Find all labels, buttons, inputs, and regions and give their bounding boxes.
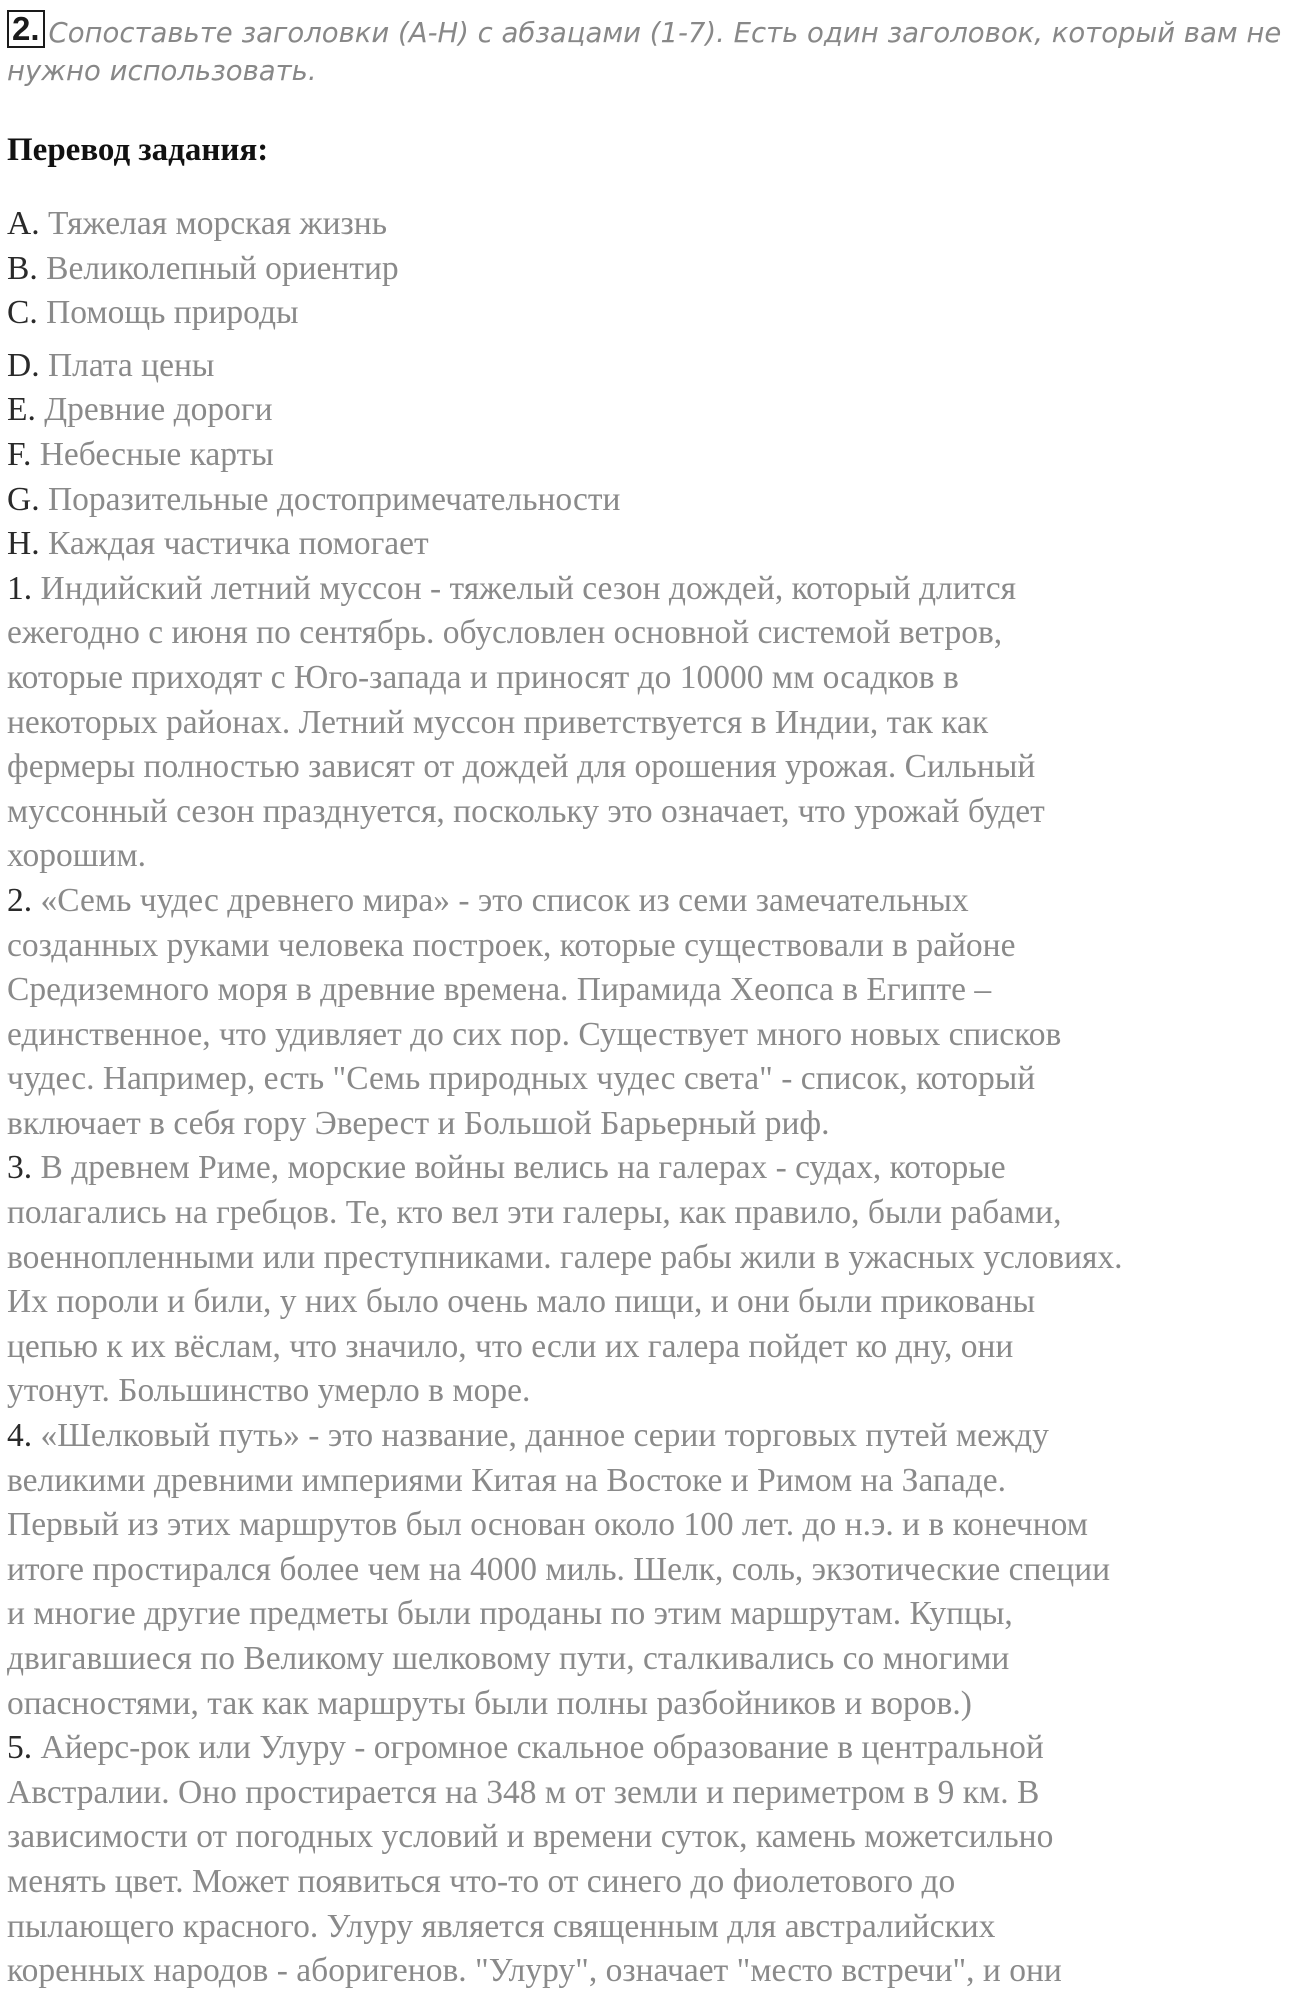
- paragraph-text: В древнем Риме, морские войны велись на галерах - судах, которые: [40, 1149, 1006, 1187]
- paragraph-text: единственное, что удивляет до сих пор. Существует много новых списков: [7, 1015, 1062, 1053]
- paragraph-text: итоге простирался более чем на 4000 миль. Шелк, соль, экзотические специи: [7, 1550, 1111, 1588]
- heading-text: Великолепный ориентир: [46, 249, 399, 287]
- heading-letter: E.: [7, 391, 36, 429]
- paragraph-text: коренных народов - аборигенов. "Улуру", означает "место встречи", и они: [7, 1952, 1062, 1990]
- paragraph-text: Индийский летний муссон - тяжелый сезон дождей, который длится: [40, 569, 1017, 607]
- paragraph-line: [7, 1949, 1297, 1994]
- paragraph-text: которые приходят с Юго-запада и приносят до 10000 мм осадков в: [7, 658, 959, 696]
- paragraph-text: Австралии. Оно простирается на 348 м от земли и периметром в 9 км. В: [7, 1773, 1040, 1811]
- translation-body: [7, 202, 1297, 1994]
- paragraph-line: [7, 834, 1297, 879]
- paragraph-line: [7, 1146, 1297, 1191]
- paragraph-line: [7, 1459, 1297, 1504]
- heading-text: Каждая частичка помогает: [47, 525, 429, 563]
- heading-item: [7, 388, 1297, 433]
- paragraph-line: [7, 1905, 1297, 1950]
- paragraph-number: 1.: [7, 569, 33, 607]
- heading-text: Поразительные достопримечательности: [47, 480, 621, 518]
- paragraph-line: [7, 1013, 1297, 1058]
- heading-letter: C.: [7, 294, 38, 332]
- paragraph-line: [7, 745, 1297, 790]
- translation-heading: Перевод задания:: [7, 132, 269, 168]
- heading-text: Небесные карты: [39, 435, 274, 473]
- heading-letter: B.: [7, 249, 38, 287]
- heading-item: [7, 202, 1297, 247]
- paragraph-line: [7, 1280, 1297, 1325]
- paragraph-line: [7, 656, 1297, 701]
- paragraph-line: [7, 1503, 1297, 1548]
- paragraph-text: военнопленными или преступниками. галере рабы жили в ужасных условиях.: [7, 1238, 1123, 1276]
- document-page: [7, 10, 1297, 1994]
- paragraph-number: 3.: [7, 1149, 33, 1187]
- paragraph-text: менять цвет. Может появиться что-то от синего до фиолетового до: [7, 1862, 956, 1900]
- paragraph-text: Первый из этих маршрутов был основан около 100 лет. до н.э. и в конечном: [7, 1506, 1088, 1544]
- paragraph-text: цепью к их вёслам, что значило, что если их галера пойдет ко дну, они: [7, 1327, 1014, 1365]
- paragraph-number: 2.: [7, 881, 33, 919]
- paragraph-line: [7, 1548, 1297, 1593]
- heading-letter: D.: [7, 346, 40, 384]
- paragraph-line: [7, 1771, 1297, 1816]
- paragraph-line: [7, 879, 1297, 924]
- heading-letter: A.: [7, 205, 40, 242]
- paragraph-line: [7, 611, 1297, 656]
- paragraph-text: Айерс-рок или Улуру - огромное скальное образование в центральной: [40, 1729, 1044, 1767]
- paragraph-text: великими древними империями Китая на Востоке и Римом на Западе.: [7, 1461, 1006, 1499]
- paragraph-line: [7, 1325, 1297, 1370]
- heading-item: [7, 344, 1297, 389]
- paragraph-line: [7, 567, 1297, 612]
- paragraph-text: некоторых районах. Летний муссон приветствуется в Индии, так как: [7, 703, 989, 741]
- heading-text: Помощь природы: [46, 294, 299, 332]
- paragraph-text: «Семь чудес древнего мира» - это список из семи замечательных: [40, 881, 969, 919]
- task-number: 2.: [7, 10, 45, 48]
- heading-text: Древние дороги: [44, 391, 273, 429]
- heading-item: [7, 478, 1297, 523]
- paragraph-text: зависимости от погодных условий и времени суток, камень можетсильно: [7, 1818, 1054, 1856]
- paragraph-text: муссонный сезон празднуется, поскольку это означает, что урожай будет: [7, 792, 1045, 830]
- paragraph-text: созданных руками человека построек, которые существовали в районе: [7, 926, 1016, 964]
- paragraph-text: хорошим.: [7, 837, 147, 875]
- paragraph-line: [7, 1414, 1297, 1459]
- paragraph-line: [7, 1102, 1297, 1147]
- heading-item: [7, 522, 1297, 567]
- paragraph-text: пылающего красного. Улуру является священным для австралийских: [7, 1907, 996, 1945]
- paragraph-text: фермеры полностью зависят от дождей для орошения урожая. Сильный: [7, 748, 1036, 786]
- paragraph-line: [7, 1057, 1297, 1102]
- paragraph-text: опасностями, так как маршруты были полны разбойников и воров.): [7, 1684, 972, 1722]
- paragraph-line: [7, 1236, 1297, 1281]
- heading-letter: H.: [7, 525, 40, 563]
- paragraph-text: чудес. Например, есть "Семь природных чудес света" - список, который: [7, 1060, 1036, 1098]
- heading-letter: F.: [7, 435, 32, 473]
- task-instruction-text: Сопоставьте заголовки (A-H) с абзацами (1-7). Есть один заголовок, который вам не нужно использовать.: [7, 17, 1282, 87]
- paragraph-line: [7, 790, 1297, 835]
- paragraph-text: утонут. Большинство умерло в море.: [7, 1372, 531, 1410]
- paragraph-text: полагались на гребцов. Те, кто вел эти галеры, как правило, были рабами,: [7, 1194, 1062, 1232]
- paragraph-line: [7, 1682, 1297, 1727]
- paragraph-line: [7, 1860, 1297, 1905]
- paragraph-number: 5.: [7, 1729, 33, 1767]
- task-instruction: [7, 10, 1297, 90]
- paragraph-line: [7, 1637, 1297, 1682]
- paragraph-line: [7, 968, 1297, 1013]
- heading-letter: G.: [7, 480, 40, 518]
- paragraph-text: и многие другие предметы были проданы по этим маршрутам. Купцы,: [7, 1595, 1013, 1633]
- paragraph-line: [7, 1369, 1297, 1414]
- heading-item: [7, 433, 1297, 478]
- paragraph-line: [7, 701, 1297, 746]
- paragraph-text: Их пороли и били, у них было очень мало пищи, и они были прикованы: [7, 1283, 1036, 1321]
- paragraph-text: ежегодно с июня по сентябрь. обусловлен основной системой ветров,: [7, 614, 1003, 652]
- heading-text: Плата цены: [47, 346, 215, 384]
- paragraph-line: [7, 924, 1297, 969]
- paragraph-text: «Шелковый путь» - это название, данное серии торговых путей между: [40, 1417, 1049, 1455]
- paragraph-text: двигавшиеся по Великому шелковому пути, сталкивались со многими: [7, 1640, 1010, 1677]
- heading-item: [7, 291, 1297, 336]
- heading-item: [7, 247, 1297, 292]
- paragraph-text: Средиземного моря в древние времена. Пирамида Хеопса в Египте –: [7, 971, 992, 1009]
- heading-text: Тяжелая морская жизнь: [47, 205, 387, 242]
- paragraph-line: [7, 1815, 1297, 1860]
- paragraph-text: включает в себя гору Эверест и Большой Барьерный риф.: [7, 1104, 830, 1142]
- paragraph-number: 4.: [7, 1417, 33, 1455]
- paragraph-line: [7, 1726, 1297, 1771]
- paragraph-line: [7, 1592, 1297, 1637]
- paragraph-line: [7, 1191, 1297, 1236]
